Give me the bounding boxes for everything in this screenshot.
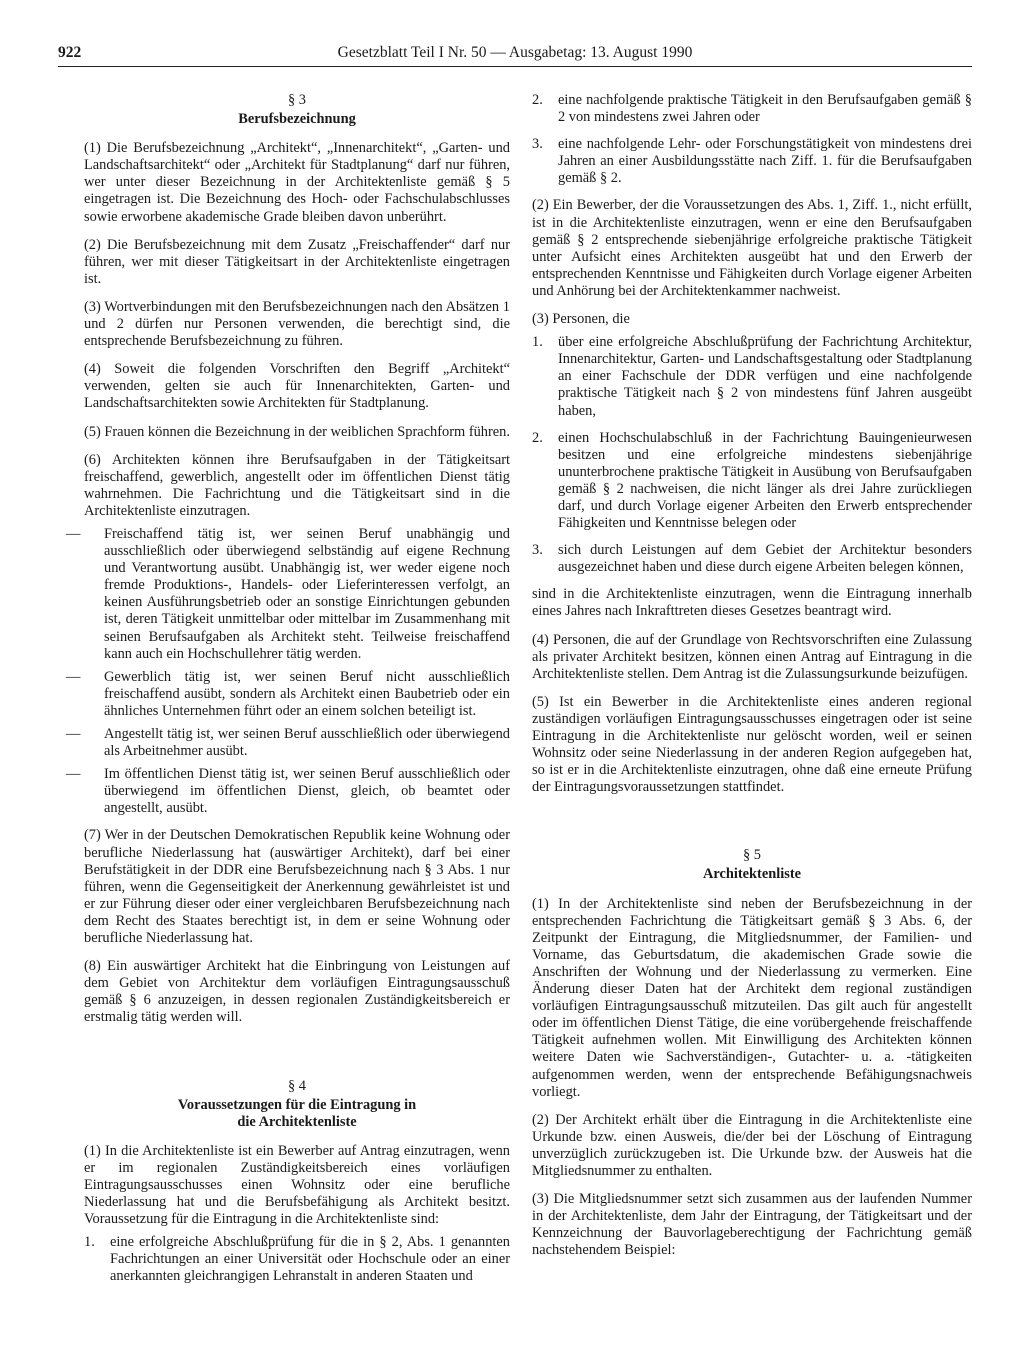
paragraph: (3) Die Mitgliedsnummer setzt sich zusammen aus der laufenden Nummer in der Architektenliste, dem Jahr der Eintragung, der Tätigkeitsart und der Kennzeichnung der Bauvorlageberechtigung der Fachrichtung gemäß nachstehendem Beispiel: bbox=[532, 1191, 972, 1259]
paragraph: (8) Ein auswärtiger Architekt hat die Einbringung von Leistungen auf dem Gebiet von Architektur dem vorläufigen Eintragungsausschuß gemäß § 6 anzuzeigen, in dessen regionalen Zuständigkeitsbereich er erstmalig tätig werden will. bbox=[84, 958, 510, 1026]
paragraph: (3) Personen, die bbox=[532, 311, 630, 328]
list-item-text: Gewerblich tätig ist, wer seinen Beruf nicht ausschließlich freischaffend ausübt, sondern als Architekt einen Baubetrieb oder ein ähnliches Unternehmen führt oder an einem solchen beteiligt ist. bbox=[104, 668, 510, 719]
paragraph: (1) Die Berufsbezeichnung „Architekt“, „Innenarchitekt“, „Garten- und Landschaftsarchitekt“ oder „Architekt für Stadtplanung“ darf nur führen, wer unter dieser Bezeichnung in der Architektenliste gemäß § 5 eingetragen ist. Die Bezeichnung des Hoch- oder Fachschulabschlusses sowie erworbene akademische Grade bleiben davon unberührt. bbox=[84, 140, 510, 225]
right-column bbox=[532, 92, 972, 1270]
list-item-text: sich durch Leistungen auf dem Gebiet der Architektur besonders ausgezeichnet haben und diese durch eigene Arbeiten belegen können, bbox=[558, 542, 972, 576]
section-spacer bbox=[84, 1038, 510, 1078]
list-item-text: über eine erfolgreiche Abschlußprüfung der Fachrichtung Architektur, Innenarchitektur, Garten- und Landschaftsgestaltung oder Stadtplanung an einer Fachschule der DDR verfügen und eine nachfolgende praktische Tätigkeit nach § 2 von mindestens fünf Jahren ausgeübt haben, bbox=[558, 334, 972, 419]
paragraph: (1) In die Architektenliste ist ein Bewerber auf Antrag einzutragen, wenn er im regionalen Zuständigkeitsbereich eines vorläufigen Eintragungsausschusses einen Wohnsitz oder eine berufliche Niederlassung hat und die Berufsbefähigung als Architekt besitzt. Voraussetzung für die Eintragung in die Architektenliste sind: bbox=[84, 1142, 510, 1228]
paragraph: (4) Soweit die folgenden Vorschriften den Begriff „Architekt“ verwenden, gelten sie auch für Innenarchitekten, Garten- und Landschaftsarchitekten sowie Architekten für Stadtplanung. bbox=[84, 361, 510, 412]
paragraph: (4) Personen, die auf der Grundlage von Rechtsvorschriften eine Zulassung als privater Architekt besitzen, können einen Antrag auf Eintragung in die Architektenliste stellen. Dem Antrag ist die Zulassungsurkunde beizufügen. bbox=[532, 631, 972, 682]
list-item bbox=[66, 766, 510, 817]
list-item-text: eine nachfolgende Lehr- oder Forschungstätigkeit von mindestens drei Jahren an einer Ausbildungsstätte nach Ziff. 1. für die Berufsaufgaben gemäß § 2. bbox=[558, 136, 972, 187]
header-title: Gesetzblatt Teil I Nr. 50 — Ausgabetag: 13. August 1990 bbox=[337, 44, 693, 61]
list-item-text: eine nachfolgende praktische Tätigkeit in den Berufsaufgaben gemäß § 2 von mindestens zwei Jahren oder bbox=[558, 92, 972, 126]
section-title-line: die Architektenliste bbox=[237, 1113, 357, 1130]
list-number: 3. bbox=[532, 136, 543, 153]
list-item-text: Im öffentlichen Dienst tätig ist, wer seinen Beruf ausschließlich oder überwiegend im öffentlichen Dienst, gleich, ob beamtet oder angestellt, ausübt. bbox=[104, 766, 510, 817]
list-item bbox=[532, 542, 972, 576]
page-number: 922 bbox=[58, 44, 82, 61]
list-item bbox=[532, 136, 972, 187]
list-item-text: einen Hochschulabschluß in der Fachrichtung Bauingenieurwesen besitzen und eine erfolgreiche mindestens siebenjährige ununterbrochene praktische Tätigkeit in Ausübung von Berufsaufgaben gemäß § 2 nachweisen, die nicht länger als drei Jahre zurückliegen darf, und durch Vorlage eigener Arbeiten den Erwerb entsprechender Fähigkeiten und Kenntnisse belegen oder bbox=[558, 429, 972, 532]
list-number: 2. bbox=[532, 429, 543, 446]
paragraph: sind in die Architektenliste einzutragen, wenn die Eintragung innerhalb eines Jahres nach Inkrafttreten dieses Gesetzes beantragt wird. bbox=[532, 586, 972, 620]
list-item bbox=[66, 726, 510, 760]
numbered-list bbox=[84, 1234, 510, 1285]
section-number: § 3 bbox=[288, 92, 306, 108]
dash-marker: — bbox=[66, 668, 81, 685]
paragraph: (5) Frauen können die Bezeichnung in der weiblichen Sprachform führen. bbox=[84, 423, 510, 440]
list-item bbox=[532, 334, 972, 419]
paragraph: (2) Die Berufsbezeichnung mit dem Zusatz „Freischaffender“ darf nur führen, wer mit dieser Tätigkeitsart in der Architektenliste eingetragen ist. bbox=[84, 236, 510, 287]
page-header bbox=[58, 44, 972, 67]
paragraph: (7) Wer in der Deutschen Demokratischen Republik keine Wohnung oder berufliche Niederlassung hat (auswärtiger Architekt), darf bei einer Berufstätigkeit in der DDR eine Berufsbezeichnung nach § 3 Abs. 1 nur führen, wenn die Gegenseitigkeit der Anerkennung gewährleistet ist und er zur Führung dieser oder einer vergleichbaren Berufsbezeichnung nach dem Recht des Staates berechtigt ist, in dem er seine Wohnung oder berufliche Niederlassung hat. bbox=[84, 827, 510, 947]
numbered-list bbox=[532, 92, 972, 187]
list-item bbox=[84, 1234, 510, 1285]
list-number: 1. bbox=[532, 334, 543, 351]
numbered-list bbox=[532, 334, 972, 576]
section-title: Berufsbezeichnung bbox=[238, 111, 356, 128]
section-title: Architektenliste bbox=[702, 866, 802, 883]
list-item-text: eine erfolgreiche Abschlußprüfung für die in § 2, Abs. 1 genannten Fachrichtungen an einer Universität oder Hochschule oder an einer anerkannten gleichrangigen Lehranstalt in anderen Staaten und bbox=[110, 1234, 510, 1285]
list-item bbox=[66, 525, 510, 663]
section-title-line: Voraussetzungen für die Eintragung in bbox=[177, 1096, 417, 1113]
paragraph: (5) Ist ein Bewerber in die Architektenliste eines anderen regional zuständigen vorläufigen Eintragungsausschusses eingetragen oder ist seine Eintragung in die Architektenliste nur gelöscht worden, weil er seinen Wohnsitz oder seine Niederlassung in der anderen Region aufgegeben hat, so ist er in die Architektenliste einzutragen, ohne daß eine erneute Prüfung der Eintragungsvoraussetzungen stattfindet. bbox=[532, 693, 972, 796]
list-number: 3. bbox=[532, 542, 543, 559]
dash-marker: — bbox=[66, 726, 81, 742]
dash-marker: — bbox=[66, 525, 81, 542]
paragraph: (6) Architekten können ihre Berufsaufgaben in der Tätigkeitsart freischaffend, gewerblich, angestellt oder im öffentlichen Dienst tätig wahrnehmen. Die Fachrichtung und die Tätigkeitsart sind in die Architektenliste einzutragen. bbox=[84, 451, 510, 519]
list-item bbox=[532, 92, 972, 126]
list-item bbox=[66, 668, 510, 720]
section-number: § 5 bbox=[743, 847, 761, 864]
paragraph: (2) Ein Bewerber, der die Voraussetzungen des Abs. 1, Ziff. 1., nicht erfüllt, ist in die Architektenliste einzutragen, wenn er eine den Berufsaufgaben gemäß § 2 entsprechende siebenjährige erfolgreiche praktische Tätigkeit unter Aufsicht eines Architekten ausgeübt hat und den Erwerb der entsprechenden Kenntnisse und Fähigkeiten durch Vorlage eigener Arbeiten und Anhörung bei der Architektenkammer nachweist. bbox=[532, 197, 972, 299]
section-spacer bbox=[532, 807, 972, 847]
list-number: 2. bbox=[532, 92, 543, 108]
list-item bbox=[532, 430, 972, 533]
list-number: 1. bbox=[84, 1234, 95, 1251]
paragraph: (1) In der Architektenliste sind neben der Berufsbezeichnung in der entsprechenden Fachrichtung die Tätigkeitsart gemäß § 3 Abs. 6, der Zeitpunkt der Eintragung, die Mitgliedsnummer, der Familien- und Vorname, das Geburtsdatum, die akademischen Grade sowie die Anschriften der Wohnung und der Niederlassung zu vermerken. Eine Änderung dieser Daten hat der Architekt dem regional zuständigen vorläufigen Eintragungsausschuß mitzuteilen. Das gilt auch für angestellt oder im öffentlichen Dienst Tätige, die eine vorübergehende freischaffende Tätigkeit aufnehmen wollen. Mit Einwilligung des Architekten können weitere Daten wie Sachverständigen-, Gutachter- u. a. -tätigkeiten aufgenommen werden, wenn der entsprechende Befähigungsnachweis vorliegt. bbox=[532, 895, 972, 1100]
paragraph: (3) Wortverbindungen mit den Berufsbezeichnungen nach den Absätzen 1 und 2 dürfen nur Personen verwenden, die berechtigt sind, die entsprechende Berufsbezeichnung zu führen. bbox=[84, 298, 510, 350]
dash-marker: — bbox=[66, 766, 81, 783]
list-item-text: Freischaffend tätig ist, wer seinen Beruf unabhängig und ausschließlich oder überwiegend selbständig auf eigene Rechnung und Verantwortung ausübt. Unabhängig ist, wer weder eigene noch fremde Produktions-, Handels- oder Lieferinteressen verfolgt, an keinen Ausführungsbetrieb oder an sonstige Einrichtungen gebunden ist, deren Tätigkeit unmittelbar oder mittelbar im Zusammenhang mit seinen Berufsaufgaben als Architekt steht. Teilweise freischaffend kann auch ein Hochschullehrer tätig werden. bbox=[104, 525, 510, 662]
left-column bbox=[66, 92, 510, 1296]
section-number: § 4 bbox=[288, 1077, 306, 1094]
dash-list bbox=[66, 525, 510, 818]
paragraph: (2) Der Architekt erhält über die Eintragung in die Architektenliste eine Urkunde bzw. einen Ausweis, die/der bei der Löschung of Eintragung unverzüglich zurückzugeben ist. Die Urkunde bzw. der Ausweis hat die Mitgliedsnummer zu enthalten. bbox=[532, 1111, 972, 1179]
list-item-text: Angestellt tätig ist, wer seinen Beruf ausschließlich oder überwiegend als Arbeitnehmer ausübt. bbox=[104, 726, 510, 760]
